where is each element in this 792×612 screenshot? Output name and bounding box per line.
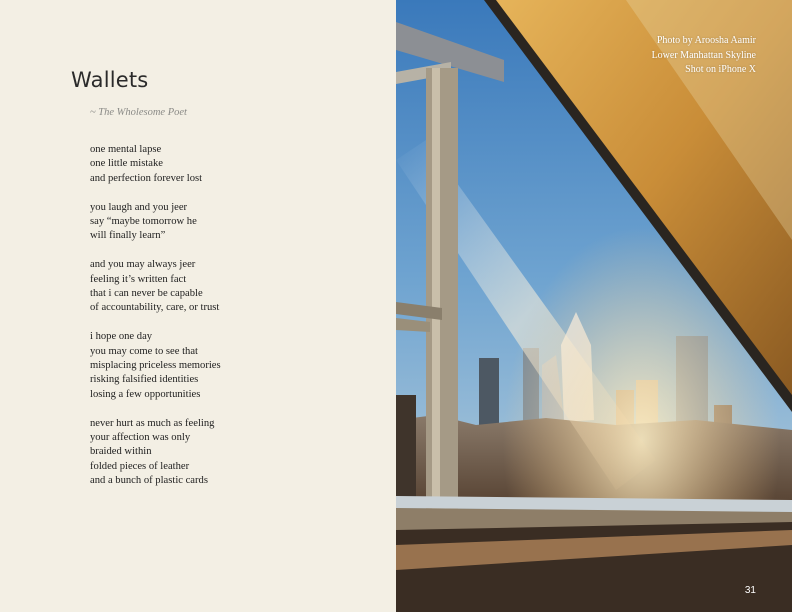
stanza xyxy=(90,417,380,489)
poem-line: and a bunch of plastic cards xyxy=(90,475,208,487)
stanza xyxy=(90,258,380,316)
poem-line: of accountability, care, or trust xyxy=(90,302,220,314)
poem-line: you laugh and you jeer xyxy=(90,201,188,213)
poem-author: ~ The Wholesome Poet xyxy=(90,107,187,118)
poem-body xyxy=(90,143,380,503)
poem-line: i hope one day xyxy=(90,331,153,343)
poem-title: Wallets xyxy=(71,68,149,92)
skyline-photo-illustration xyxy=(396,0,792,612)
photo-credit-line: Lower Manhattan Skyline xyxy=(651,49,756,61)
poem-line: will finally learn” xyxy=(90,230,166,242)
poem-line: and you may always jeer xyxy=(90,259,196,271)
poem-line: your affection was only xyxy=(90,432,191,444)
poem-line: that i can never be capable xyxy=(90,288,203,300)
poem-line: braided within xyxy=(90,446,152,458)
poem-line: one little mistake xyxy=(90,158,163,170)
poem-line: losing a few opportunities xyxy=(90,388,201,400)
photo-credit xyxy=(652,34,756,78)
photo-credit-line: Photo by Aroosha Aamir xyxy=(656,35,756,46)
poem-line: and perfection forever lost xyxy=(90,172,203,184)
photo-credit-line: Shot on iPhone X xyxy=(685,64,756,75)
poem-line: one mental lapse xyxy=(90,144,162,155)
poem-line: you may come to see that xyxy=(90,345,198,357)
poem-line: folded pieces of leather xyxy=(90,460,190,472)
stanza xyxy=(90,143,380,186)
page-number: 31 xyxy=(744,585,756,596)
poem-line: say “maybe tomorrow he xyxy=(90,216,197,228)
poem-line: misplacing priceless memories xyxy=(90,360,221,372)
stanza xyxy=(90,201,380,244)
poem-line: risking falsified identities xyxy=(90,374,199,386)
skyline-photo xyxy=(396,0,792,612)
poem-line: never hurt as much as feeling xyxy=(90,417,215,429)
stanza xyxy=(90,330,380,402)
poem-line: feeling it’s written fact xyxy=(90,273,187,285)
